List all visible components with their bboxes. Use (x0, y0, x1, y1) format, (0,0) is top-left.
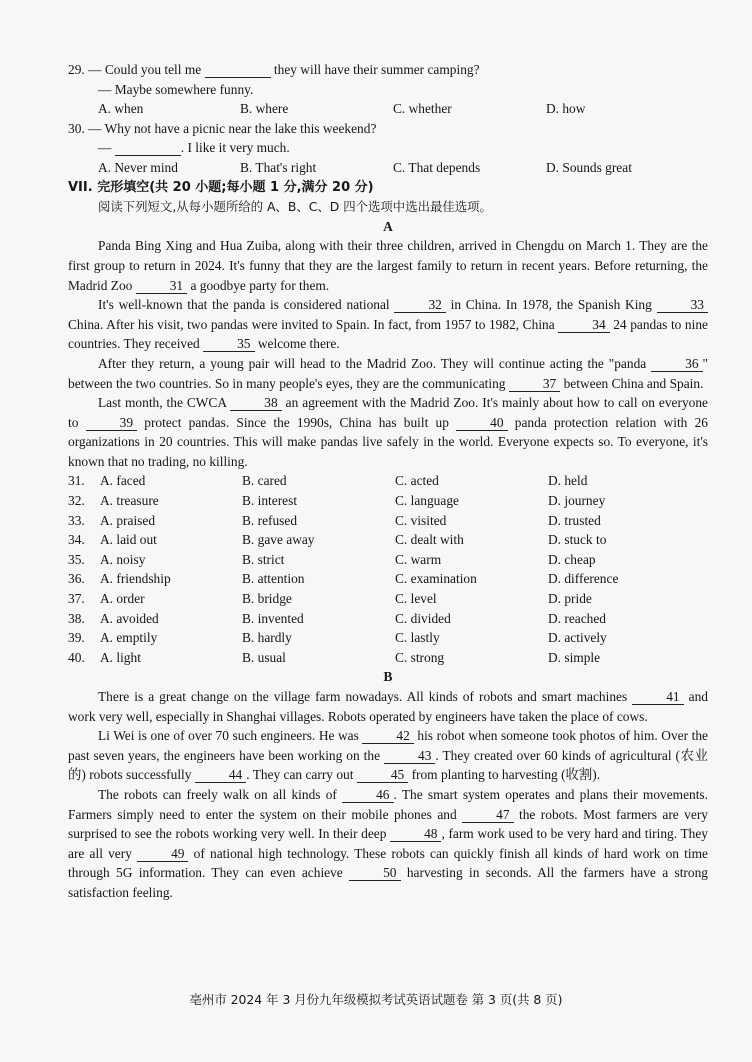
question-number: 37. (68, 591, 85, 607)
text: . They can carry out (246, 767, 354, 783)
option-a: A. light (100, 649, 141, 665)
blank-31: 31 (136, 279, 187, 294)
text: the robots. Most farmers are very surprised to see the robots working very well. In their deep (68, 806, 708, 842)
option-b: B. attention (242, 571, 305, 587)
option-d: D. pride (548, 591, 592, 607)
text: Panda Bing Xing and Hua Zuiba, along with their three children, arrived in Chengdu on March 1. They are the first group to return in 2024. It's funny that they are the largest family to return in recent years. Before returning, the Madrid Zoo (68, 238, 708, 293)
option-row (68, 628, 708, 648)
option-d: D. trusted (548, 512, 601, 528)
option-b: B. cared (242, 473, 287, 489)
text: 24 pandas to nine countries. They received (68, 316, 708, 352)
option-c: C. warm (395, 551, 442, 567)
text: in China. In 1978, the Spanish King (450, 297, 652, 313)
question-number: 29. (68, 62, 85, 77)
passage-b-paragraph-3 (68, 785, 708, 903)
text: of national high technology. These robots can quickly finish all kinds of hard work on time through 5G information. They can even achieve (68, 845, 708, 881)
blank-50: 50 (349, 866, 400, 881)
question-29 (68, 60, 708, 80)
question-number: 30. (68, 120, 85, 136)
blank-42: 42 (362, 729, 413, 744)
option-a: A. order (100, 591, 145, 607)
question-number: 36. (68, 571, 85, 587)
option-c: C. level (395, 591, 437, 607)
option-d: D. difference (548, 571, 619, 587)
text: , farm work used to be very hard and tiring. They are all very (68, 826, 708, 861)
question-number: 35. (68, 551, 85, 567)
option-c: C. lastly (395, 630, 440, 646)
blank-32: 32 (394, 298, 445, 313)
reply-text: . I like it very much. (180, 140, 290, 156)
section-instruction: 阅读下列短文,从每小题所给的 A、B、C、D 四个选项中选出最佳选项。 (98, 199, 492, 215)
text: " between the two countries. So in many people's eyes, they are the communicating (68, 355, 708, 391)
option-a: A. treasure (100, 493, 159, 509)
question-30-options (68, 158, 708, 178)
blank-41: 41 (632, 690, 683, 705)
blank-45: 45 (357, 768, 408, 783)
option-row (68, 550, 708, 570)
blank-39: 39 (86, 416, 137, 431)
text: between China and Spain. (563, 375, 704, 391)
passage-a-paragraph-1 (68, 236, 708, 295)
option-a: A. Never mind (98, 159, 178, 175)
question-number: 34. (68, 532, 85, 548)
text: The robots can freely walk on all kinds of (98, 786, 337, 802)
text: There is a great change on the village farm nowadays. All kinds of robots and smart machines (98, 689, 628, 704)
option-d: D. cheap (548, 551, 596, 567)
option-c: C. language (395, 493, 459, 509)
option-b: B. refused (242, 512, 298, 528)
question-30-reply (68, 138, 708, 158)
text: Last month, the CWCA (98, 395, 227, 411)
option-a: A. when (98, 101, 144, 117)
text: a goodbye party for them. (190, 277, 330, 293)
question-number: 33. (68, 512, 85, 528)
option-b: B. where (240, 101, 289, 117)
question-text: they will have their summer camping? (273, 62, 480, 77)
option-c: C. strong (395, 649, 445, 665)
question-number: 31. (68, 473, 85, 489)
blank-43: 43 (384, 749, 435, 764)
question-number: 32. (68, 493, 85, 509)
option-b: B. gave away (242, 532, 315, 548)
question-text: — Could you tell me (88, 62, 202, 77)
option-d: D. Sounds great (546, 159, 632, 175)
option-row (68, 491, 708, 511)
option-d: D. reached (548, 610, 606, 626)
option-row (68, 471, 708, 491)
text: China. After his visit, two pandas were invited to Spain. In fact, from 1957 to 1982, China (68, 316, 555, 332)
answer-blank (115, 141, 181, 156)
option-b: B. interest (242, 493, 298, 509)
option-row (68, 609, 708, 629)
option-b: B. invented (242, 610, 304, 626)
option-c: C. visited (395, 512, 447, 528)
question-number: 38. (68, 610, 85, 626)
question-number: 40. (68, 649, 85, 665)
text: an agreement with the Madrid Zoo. It's mainly about how to call on everyone to (68, 395, 708, 430)
text: welcome there. (257, 336, 340, 352)
option-c: C. dealt with (395, 532, 464, 548)
option-c: C. That depends (393, 159, 481, 175)
question-29-reply: — Maybe somewhere funny. (98, 81, 254, 97)
option-a: A. faced (100, 473, 146, 489)
passage-a-options (68, 471, 708, 667)
blank-48: 48 (390, 827, 441, 842)
option-d: D. actively (548, 630, 607, 646)
option-b: B. That's right (240, 159, 317, 175)
text: . They created over 60 kinds of agricultural (农业的) robots successfully (68, 747, 708, 783)
option-c: C. divided (395, 610, 451, 626)
option-row (68, 511, 708, 531)
option-b: B. hardly (242, 630, 292, 646)
blank-37: 37 (509, 377, 560, 392)
passage-b-paragraph-2 (68, 726, 708, 785)
option-a: A. praised (100, 512, 156, 528)
answer-blank (205, 63, 271, 78)
question-text: — Why not have a picnic near the lake this weekend? (88, 120, 377, 136)
option-b: B. strict (242, 551, 285, 567)
option-c: C. examination (395, 571, 477, 587)
passage-a-paragraph-2 (68, 295, 708, 354)
blank-36: 36 (651, 357, 702, 372)
text: and work very well, especially in Shanghai villages. Robots operated by engineers have taken the place of cows. (68, 689, 708, 724)
option-a: A. avoided (100, 610, 159, 626)
text: . The smart system operates and plans their movements. Farmers simply need to enter the system on their mobile phones and (68, 786, 708, 822)
text: his robot when someone took photos of him. Over the past seven years, the engineers have been working on the (68, 728, 708, 763)
option-a: A. emptily (100, 630, 158, 646)
option-row (68, 648, 708, 668)
blank-35: 35 (203, 337, 254, 352)
option-a: A. noisy (100, 551, 146, 567)
text: It's well-known that the panda is considered national (98, 297, 390, 313)
text: Li Wei is one of over 70 such engineers. He was (98, 728, 359, 744)
passage-a-paragraph-4 (68, 393, 708, 471)
text: from planting to harvesting (收割). (411, 767, 601, 783)
exam-page (68, 60, 708, 903)
option-row (68, 530, 708, 550)
option-a: A. friendship (100, 571, 171, 587)
text: After they return, a young pair will head to the Madrid Zoo. They will continue acting the "panda (98, 355, 647, 371)
dash: — (98, 140, 112, 156)
option-row (68, 589, 708, 609)
passage-a-paragraph-3 (68, 354, 708, 393)
blank-47: 47 (462, 808, 513, 823)
text: harvesting in seconds. All the farmers have a strong satisfaction feeling. (68, 865, 708, 900)
option-c: C. acted (395, 473, 439, 489)
passage-a-label: A (383, 218, 393, 234)
question-30 (68, 119, 708, 139)
passage-b-paragraph-1 (68, 687, 708, 726)
option-d: D. journey (548, 493, 606, 509)
blank-38: 38 (230, 396, 281, 411)
blank-46: 46 (342, 788, 393, 803)
blank-40: 40 (456, 416, 507, 431)
blank-34: 34 (558, 318, 609, 333)
page-footer: 亳州市 2024 年 3 月份九年级模拟考试英语试题卷 第 3 页(共 8 页) (189, 992, 563, 1007)
option-row (68, 569, 708, 589)
option-a: A. laid out (100, 532, 157, 548)
text: panda protection relation with 26 organizations in 20 countries. This will make pandas live safely in the world. Everyone expects so. To everyone, it's known that no trading, no killing. (68, 414, 708, 469)
text: protect pandas. Since the 1990s, China has built up (144, 414, 449, 430)
option-c: C. whether (393, 101, 452, 117)
option-d: D. held (548, 473, 588, 489)
blank-33: 33 (657, 298, 708, 313)
passage-b-label: B (383, 669, 393, 685)
option-b: B. usual (242, 649, 286, 665)
option-b: B. bridge (242, 591, 292, 607)
blank-49: 49 (137, 847, 188, 862)
section-title: VII. 完形填空(共 20 小题;每小题 1 分,满分 20 分) (68, 179, 374, 195)
option-d: D. how (546, 101, 586, 117)
question-number: 39. (68, 630, 85, 646)
option-d: D. simple (548, 649, 601, 665)
question-29-options (68, 99, 708, 119)
blank-44: 44 (195, 768, 246, 783)
option-d: D. stuck to (548, 532, 607, 548)
